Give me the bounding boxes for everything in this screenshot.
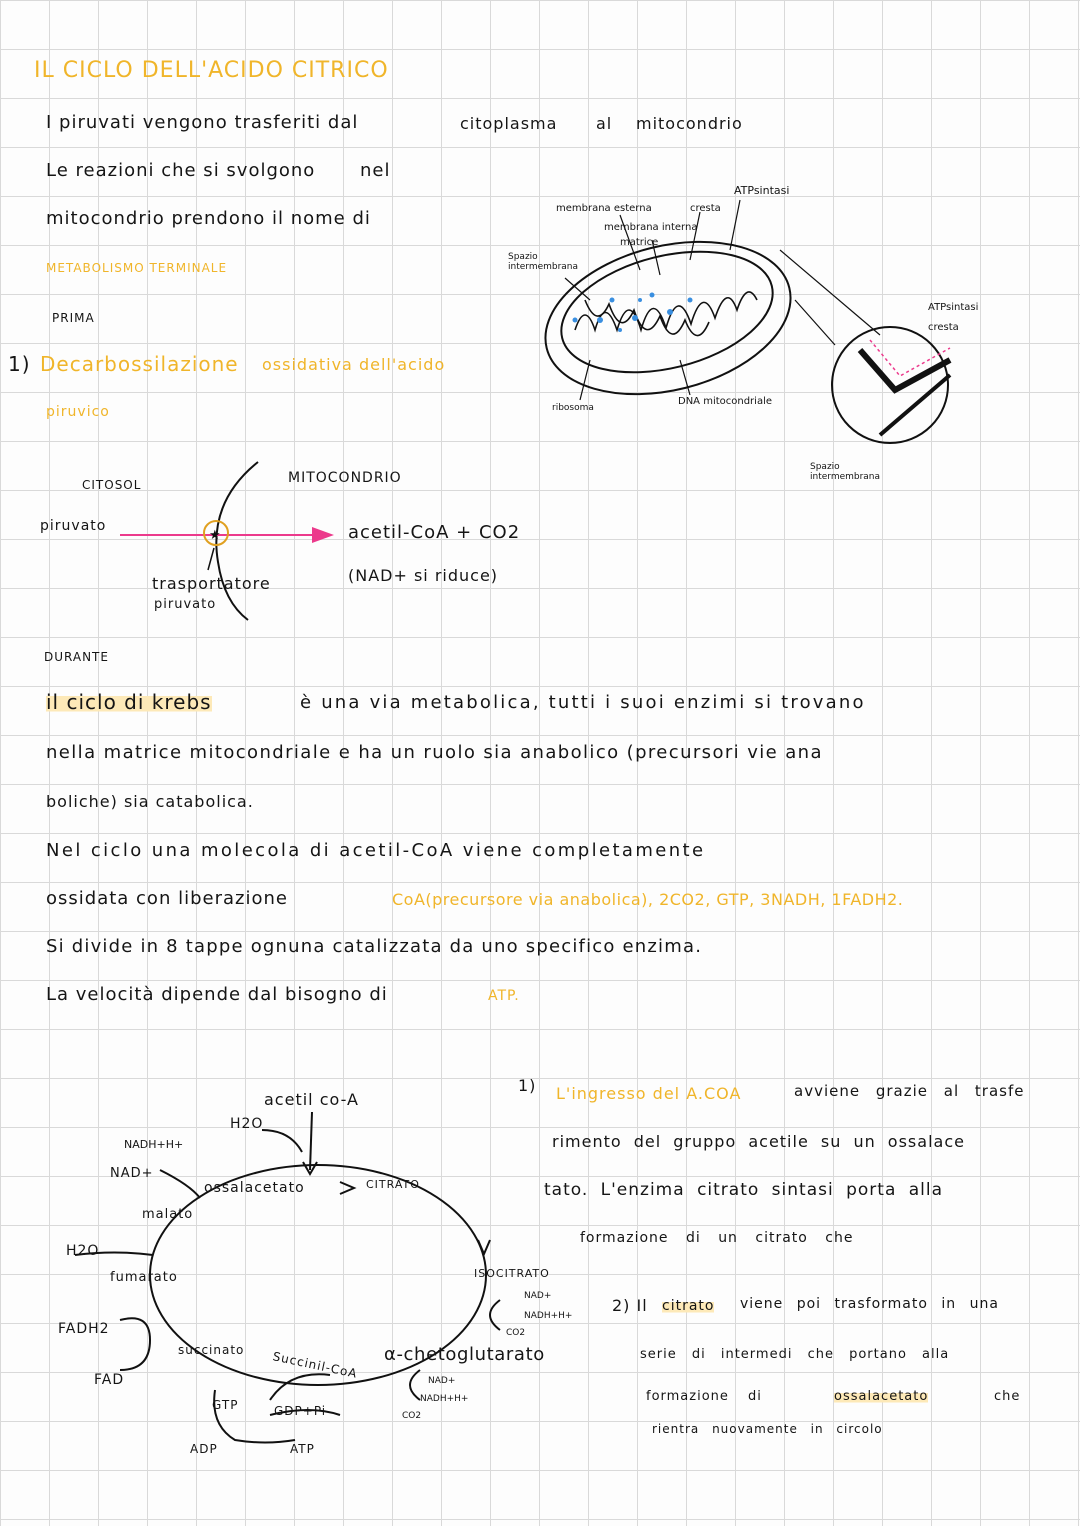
prima-heading: PRIMA [52,311,95,325]
cycle-gdp: GDP+Pi [274,1404,327,1418]
step2-d: che [994,1389,1021,1404]
durante-p5a: ossidata con liberazione [46,888,288,909]
label-mitochondrion: MITOCONDRIO [288,470,402,486]
cycle-h2o-left: H2O [66,1243,100,1259]
durante-p2: nella matrice mitocondriale e ha un ruolo sia anabolico (precursori vie ana [46,742,823,763]
step2-highlight: citrato [662,1298,715,1314]
label-transporter-a: trasportatore [152,574,271,593]
cycle-isocitrate: ISOCITRATO [474,1267,550,1280]
label-inner-membrane: membrana interna [604,222,698,233]
label-matrix: matrice [620,237,659,248]
label-zoom-space: Spazio intermembrana [810,462,881,482]
durante-p1-highlight: il ciclo di krebs [46,690,212,714]
cycle-nad-mal: NAD+ [110,1166,154,1181]
cycle-nadh-akg: NADH+H+ [420,1394,469,1404]
label-intermembrane: Spazio intermembrana [508,252,579,272]
durante-p5b: CoA(precursore via anabolica), 2CO2, GTP, 3NADH, 1FADH2. [392,890,904,909]
cycle-succinate: succinato [178,1343,245,1357]
durante-p1: è una via metabolica, tutti i suoi enzimi si trovano [300,692,866,713]
durante-p3: boliche) sia catabolica. [46,792,254,811]
intro-line1c: al [596,114,613,133]
cycle-nadh-mal: NADH+H+ [124,1138,184,1151]
step2-a: viene poi trasformato in una [740,1296,999,1312]
cycle-nad-akg: NAD+ [428,1376,456,1386]
step1-highlight: L'ingresso del A.COA [556,1084,742,1103]
step1-a: avviene grazie al trasfe [794,1082,1025,1100]
cycle-fad: FAD [94,1372,125,1388]
durante-p7b: ATP. [488,988,520,1004]
step2-highlight2: ossalacetato [834,1389,929,1404]
step2-c: formazione di [646,1389,762,1404]
cycle-fumarate: fumarato [110,1270,178,1285]
label-transporter-b: piruvato [154,597,217,612]
label-outer-membrane: membrana esterna [556,203,652,214]
label-zoom-crest: cresta [928,322,959,333]
durante-p7a: La velocità dipende dal bisogno di [46,984,388,1005]
label-cytosol: CITOSOL [82,478,142,492]
step1-d: formazione di un citrato che [580,1230,854,1246]
cycle-malate: malato [142,1207,194,1222]
label-zoom-atp: ATPsintasi [928,302,979,313]
prima-step-title-b: ossidativa dell'acido [262,355,446,374]
cycle-co2-iso: CO2 [506,1328,526,1338]
prima-step-number: 1) [8,352,31,376]
cycle-succinyl: Succinil-CoA [271,1349,359,1381]
cycle-fadh2: FADH2 [58,1321,110,1337]
intro-line1d: mitocondrio [636,114,743,133]
label-note: (NAD+ si riduce) [348,566,499,585]
crest-zoom-circle [832,327,950,443]
step1-c: tato. L'enzima citrato sintasi porta alla [544,1180,944,1200]
intro-line2b: nel [360,160,391,181]
page-title: IL CICLO DELL'ACIDO CITRICO [34,58,389,83]
step2-number: 2) Il [612,1296,648,1315]
intro-line3: mitocondrio prendono il nome di [46,208,371,229]
label-product: acetil-CoA + CO2 [348,522,521,543]
label-atp-synthase: ATPsintasi [734,184,790,197]
cycle-h2o-top: H2O [230,1116,264,1132]
step1-number: 1) [518,1076,537,1095]
durante-p6: Si divide in 8 tappe ognuna catalizzata da uno specifico enzima. [46,936,703,957]
durante-heading: DURANTE [44,650,109,664]
cycle-atp: ATP [290,1442,315,1456]
cycle-adp: ADP [190,1442,218,1456]
cycle-nad-iso: NAD+ [524,1291,552,1301]
step2-e: rientra nuovamente in circolo [652,1422,883,1436]
prima-step-title-a: Decarbossilazione [40,352,239,376]
label-ribosome: ribosoma [552,403,594,413]
svg-text:★: ★ [209,528,221,543]
intro-line4: METABOLISMO TERMINALE [46,261,228,275]
cycle-citrate: CITRATO [366,1178,420,1191]
prima-step-title-c: piruvico [46,404,110,420]
durante-p4: Nel ciclo una molecola di acetil-CoA viene completamente [46,840,706,861]
label-dna: DNA mitocondriale [678,396,773,407]
cycle-oxaloacetate: ossalacetato [204,1180,305,1196]
label-pyruvate: piruvato [40,518,107,534]
cycle-gtp: GTP [212,1398,239,1412]
cycle-alpha-kg: α-chetoglutarato [384,1344,545,1365]
step1-b: rimento del gruppo acetile su un ossalace [552,1132,965,1151]
intro-line1b: citoplasma [460,114,558,133]
cycle-nadh-iso: NADH+H+ [524,1311,573,1321]
cycle-co2-akg: CO2 [402,1411,422,1421]
label-crest: cresta [690,203,721,214]
cycle-acetyl: acetil co-A [264,1090,359,1109]
intro-line1a: I piruvati vengono trasferiti dal [46,112,359,133]
mitochondrion-drawing [529,200,880,418]
step2-b: serie di intermedi che portano alla [640,1347,950,1362]
intro-line2a: Le reazioni che si svolgono [46,160,316,181]
